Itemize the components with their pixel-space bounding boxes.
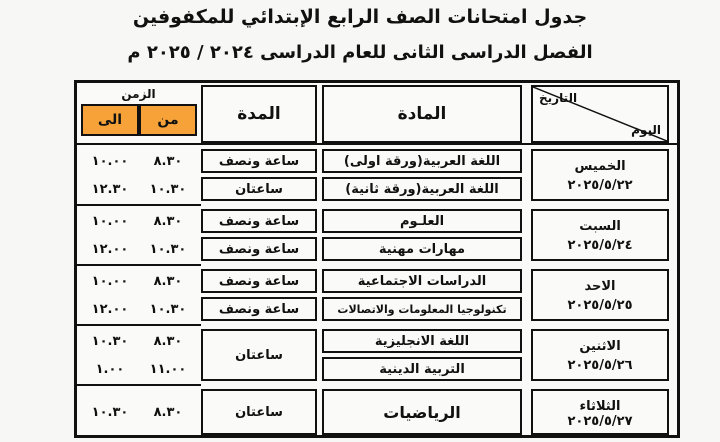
day-name: السبت <box>579 219 621 234</box>
subject-cell: الدراسات الاجتماعية <box>322 269 522 293</box>
duration-cell: ساعتان <box>201 177 317 201</box>
from-cell: ١٠.٣٠ <box>149 301 187 317</box>
subject-cell: اللغة العربية(ورقة اولى) <box>322 149 522 173</box>
to-cell: ١٠.٠٠ <box>91 213 129 229</box>
row-divider <box>77 324 201 326</box>
from-cell: ١١.٠٠ <box>149 361 187 377</box>
from-cell: ٨.٣٠ <box>153 404 183 420</box>
subject-header: المادة <box>322 85 522 143</box>
subject-cell: اللغة الانجليزية <box>322 329 522 353</box>
day-name: الثلاثاء <box>579 399 621 414</box>
subject-cell: تكنولوجيا المعلومات والاتصالات <box>322 297 522 321</box>
header-divider <box>77 143 677 145</box>
to-cell: ١٠.٠٠ <box>91 153 129 169</box>
day-cell-saturday <box>531 209 669 261</box>
day-cell-monday <box>531 329 669 381</box>
day-cell-sunday <box>531 269 669 321</box>
day-date: ٢٠٢٥/٥/٢٢ <box>567 178 633 193</box>
exam-schedule-table <box>74 80 680 438</box>
subject-cell: اللغة العربية(ورقة ثانية) <box>322 177 522 201</box>
subject-cell: العلـوم <box>322 209 522 233</box>
to-cell: ١٢.٣٠ <box>91 181 129 197</box>
duration-cell: ساعة ونصف <box>201 297 317 321</box>
from-cell: ١٠.٣٠ <box>149 181 187 197</box>
day-date: ٢٠٢٥/٥/٢٤ <box>567 238 633 253</box>
day-cell-tuesday <box>531 389 669 435</box>
to-header: الى <box>81 104 139 136</box>
from-header: من <box>139 104 197 136</box>
row-divider <box>77 204 201 206</box>
from-cell: ٨.٣٠ <box>153 273 183 289</box>
day-name: الاثنين <box>579 339 621 354</box>
page-subtitle: الفصل الدراسى الثانى للعام الدراسى ٢٠٢٤ / ٢٠٢٥ م <box>127 42 593 63</box>
duration-cell: ساعة ونصف <box>201 149 317 173</box>
from-cell: ٨.٣٠ <box>153 213 183 229</box>
from-cell: ٨.٣٠ <box>153 153 183 169</box>
from-cell: ٨.٣٠ <box>153 333 183 349</box>
day-name: الاحد <box>584 279 616 294</box>
to-cell: ١٢.٠٠ <box>91 241 129 257</box>
day-date: ٢٠٢٥/٥/٢٦ <box>567 358 633 373</box>
subject-cell: الرياضيات <box>322 389 522 435</box>
time-header: الزمن <box>121 87 156 101</box>
duration-header: المدة <box>201 85 317 143</box>
to-cell: ١٠.٣٠ <box>91 333 129 349</box>
to-cell: ١٠.٠٠ <box>91 273 129 289</box>
date-header: التاريخ <box>539 91 578 105</box>
day-cell-thursday <box>531 149 669 201</box>
duration-cell: ساعتان <box>201 389 317 435</box>
subject-cell: مهارات مهنية <box>322 237 522 261</box>
to-cell: ١.٠٠ <box>95 361 125 377</box>
day-date-header <box>531 85 669 143</box>
subject-cell: التربية الدينية <box>322 357 522 381</box>
day-header: اليوم <box>631 123 661 137</box>
day-name: الخميس <box>574 159 626 174</box>
to-cell: ١٠.٣٠ <box>91 404 129 420</box>
row-divider <box>77 264 201 266</box>
duration-cell: ساعتان <box>201 329 317 381</box>
day-date: ٢٠٢٥/٥/٢٧ <box>567 414 633 429</box>
page-title: جدول امتحانات الصف الرابع الإبتدائي للمكفوفين <box>132 6 588 28</box>
duration-cell: ساعة ونصف <box>201 237 317 261</box>
from-cell: ١٠.٣٠ <box>149 241 187 257</box>
row-divider <box>77 384 201 386</box>
to-cell: ١٢.٠٠ <box>91 301 129 317</box>
duration-cell: ساعة ونصف <box>201 269 317 293</box>
duration-cell: ساعة ونصف <box>201 209 317 233</box>
day-date: ٢٠٢٥/٥/٢٥ <box>567 298 633 313</box>
